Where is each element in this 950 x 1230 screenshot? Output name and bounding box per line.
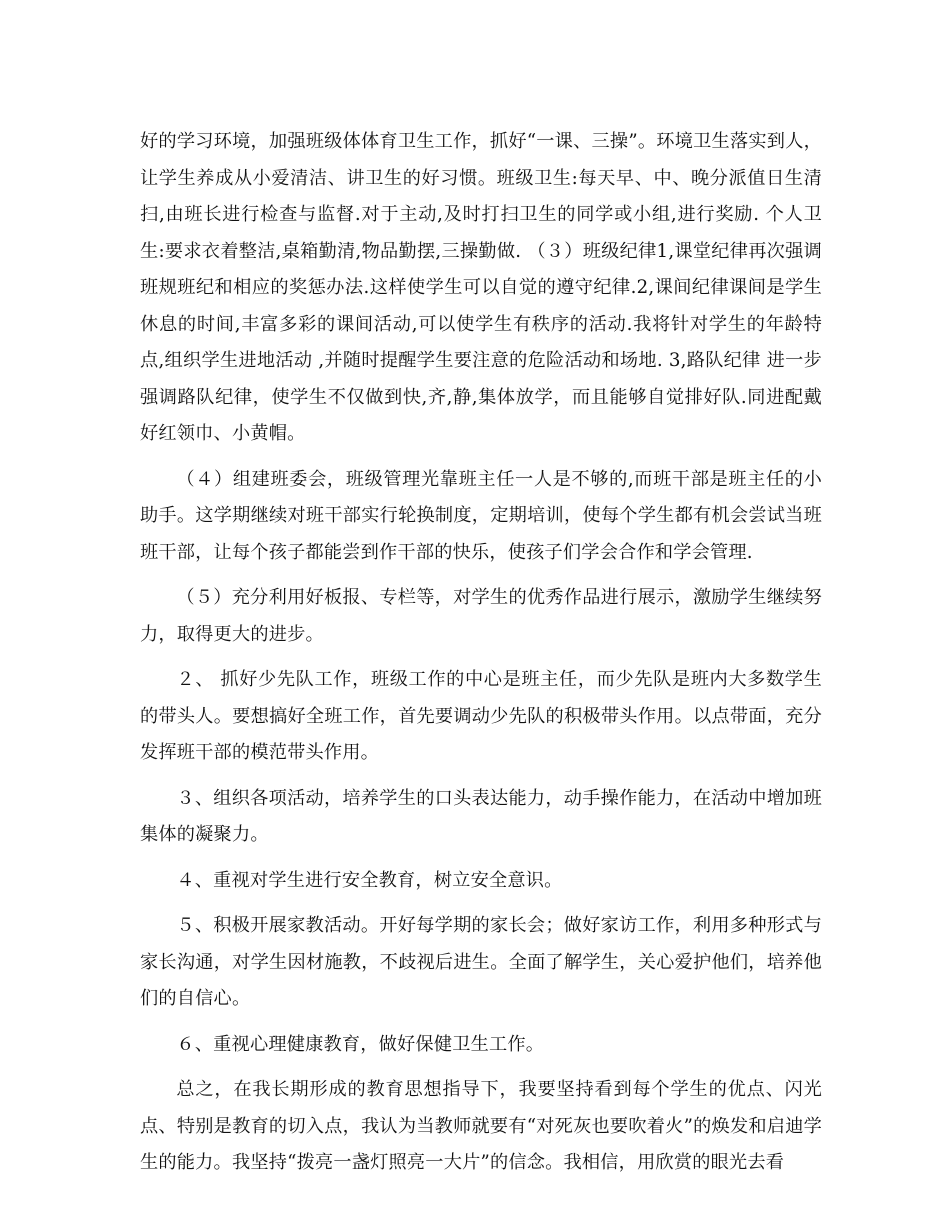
paragraph-young-pioneers: ２、 抓好少先队工作，班级工作的中心是班主任，而少先队是班内大多数学生的带头人。要想搞好全班工作，首先要调动少先队的积极带头作用。以点带面，充分发挥班干部的模范带头作用。 xyxy=(140,669,822,763)
paragraph-home-school: ５、积极开展家教活动。开好每学期的家长会；做好家访工作，利用多种形式与家长沟通，对学生因材施教，不歧视后进生。全面了解学生，关心爱护他们，培养他们的自信心。 xyxy=(140,915,822,1009)
paragraph-class-committee: （４）组建班委会，班级管理光靠班主任一人是不够的,而班干部是班主任的小助手。这学期继续对班干部实行轮换制度，定期培训，使每个学生都有机会尝试当班班干部，让每个孩子都能尝到作干部的快乐，使孩子们学会合作和学会管理. xyxy=(140,468,822,563)
paragraph-activities: ３、组织各项活动，培养学生的口头表达能力，动手操作能力，在活动中增加班集体的凝聚力。 xyxy=(140,787,822,845)
paragraph-blackboard: （５）充分利用好板报、专栏等，对学生的优秀作品进行展示，激励学生继续努力，取得更大的进步。 xyxy=(140,587,822,645)
paragraph-safety: ４、重视对学生进行安全教育，树立安全意识。 xyxy=(176,869,563,891)
paragraph-summary: 总之，在我长期形成的教育思想指导下，我要坚持看到每个学生的优点、闪光点、特别是教育的切入点，我认为当教师就要有“对死灰也要吹着火”的焕发和启迪学生的能力。我坚持“拨亮一盏灯照亮一大片”的信念。我相信，用欣赏的眼光去看 xyxy=(140,1079,822,1173)
document-body xyxy=(140,124,822,1182)
paragraph-mental-health: ６、重视心理健康教育，做好保健卫生工作。 xyxy=(176,1033,545,1055)
paragraph-hygiene-discipline: 好的学习环境，加强班级体体育卫生工作，抓好“一课、三操”。环境卫生落实到人，让学生养成从小爱清洁、讲卫生的好习惯。班级卫生:每天早、中、晚分派值日生清扫,由班长进行检查与监督.对于主动,及时打扫卫生的同学或小组,进行奖励. 个人卫生:要求衣着整洁,桌箱勤清,物品勤摆,三操勤做. （３）班级纪律1,课堂纪律再次强调班规班纪和相应的奖惩办法.这样使学生可以自觉的遵守纪律.2,课间纪律课间是学生休息的时间,丰富多彩的课间活动,可以使学生有秩序的活动.我将针对学生的年龄特点,组织学生进地活动 ,并随时提醒学生要注意的危险活动和场地. 3,路队纪律 进一步强调路队纪律，使学生不仅做到快,齐,静,集体放学，而且能够自觉排好队.同进配戴好红领巾、小黄帽。 xyxy=(140,131,822,444)
